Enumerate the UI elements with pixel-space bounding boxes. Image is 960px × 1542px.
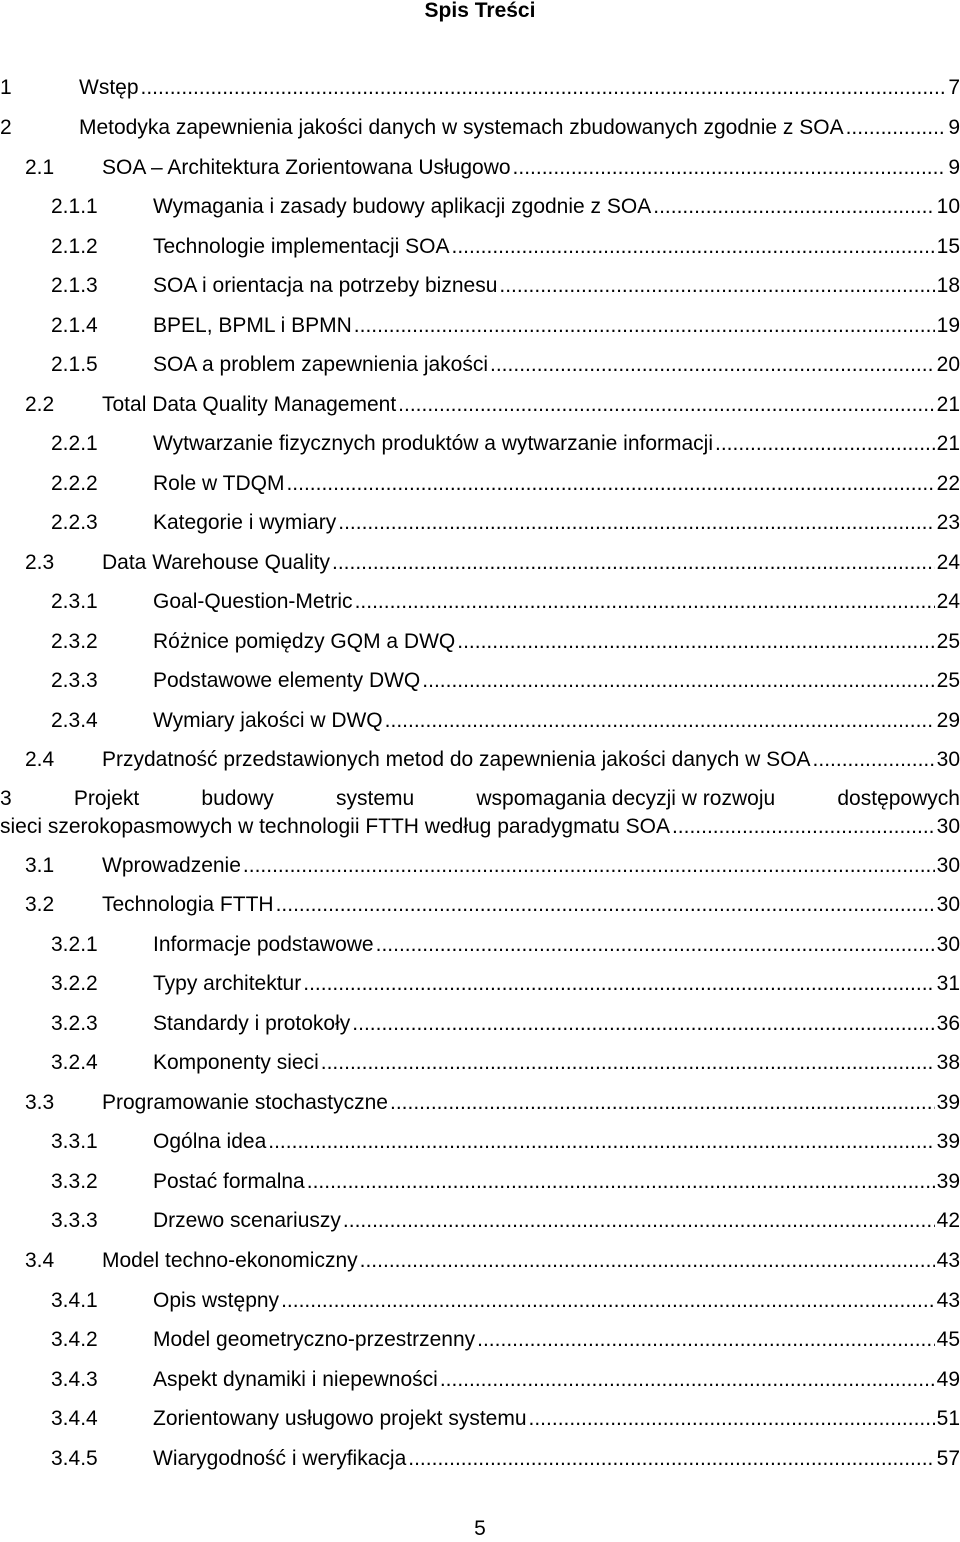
dot-leader — [338, 510, 934, 536]
page-title: Spis Treści — [424, 0, 536, 22]
toc-entry[interactable] — [51, 313, 960, 339]
toc-entry[interactable] — [51, 708, 960, 734]
toc-entry-number: 2.2 — [25, 393, 55, 416]
toc-entry-number: 3.4.4 — [51, 1407, 98, 1430]
toc-entry-page: 39 — [936, 1170, 960, 1193]
toc-entry-page: 45 — [936, 1328, 960, 1351]
toc-entry-number: 3.1 — [25, 854, 55, 877]
toc-entry-label: Metodyka zapewnienia jakości danych w systemach zbudowanych zgodnie z SOA — [79, 116, 844, 139]
toc-entry-label: Model geometryczno-przestrzenny — [153, 1328, 476, 1351]
dot-leader — [513, 155, 947, 181]
toc-entry-page: 23 — [936, 511, 960, 534]
toc-entry-label: Opis wstępny — [153, 1289, 280, 1312]
toc-entry-page: 25 — [936, 669, 960, 692]
dot-leader — [408, 1446, 934, 1472]
dot-leader — [457, 629, 934, 655]
toc-entry[interactable] — [25, 1090, 960, 1116]
toc-entry[interactable] — [51, 1446, 960, 1472]
toc-entry[interactable] — [51, 234, 960, 260]
toc-entry-label: Postać formalna — [153, 1170, 305, 1193]
toc-entry-word: dostępowych — [837, 787, 960, 810]
toc-entry-page: 22 — [936, 472, 960, 495]
toc-entry-page: 43 — [936, 1289, 960, 1312]
dot-leader — [307, 1169, 935, 1195]
toc-entry-page: 38 — [936, 1051, 960, 1074]
toc-entry-label: Drzewo scenariuszy — [153, 1209, 341, 1232]
toc-entry-page: 15 — [936, 235, 960, 258]
toc-entry-label: Zorientowany usługowo projekt systemu — [153, 1407, 527, 1430]
toc-entry-number: 2.1.1 — [51, 195, 98, 218]
toc-entry[interactable] — [51, 1406, 960, 1432]
toc-entry[interactable] — [25, 1248, 960, 1274]
toc-entry-page: 19 — [936, 314, 960, 337]
dot-leader — [343, 1208, 935, 1234]
dot-leader — [360, 1248, 935, 1274]
toc-entry-number: 2.1.4 — [51, 314, 98, 337]
dot-leader — [286, 471, 934, 497]
toc-entry-word: wspomagania decyzji w rozwoju — [476, 787, 776, 810]
dot-leader — [352, 1011, 934, 1037]
toc-entry-label: Informacje podstawowe — [153, 933, 374, 956]
toc-entry-label: Total Data Quality Management — [102, 393, 397, 416]
dot-leader — [354, 313, 935, 339]
toc-entry-label: Programowanie stochastyczne — [102, 1091, 388, 1114]
toc-entry-label: Role w TDQM — [153, 472, 285, 495]
toc-entry[interactable] — [51, 1011, 960, 1037]
toc-entry-label: Standardy i protokoły — [153, 1012, 351, 1035]
toc-entry-label: Typy architektur — [153, 972, 302, 995]
toc-entry-page: 30 — [936, 815, 960, 838]
toc-entry-label: sieci szerokopasmowych w technologii FTTH według paradygmatu SOA — [0, 815, 670, 838]
toc-entry-label: Goal-Question-Metric — [153, 590, 353, 613]
toc-entry-number: 2.3.4 — [51, 709, 98, 732]
toc-entry-label: SOA – Architektura Zorientowana Usługowo — [102, 156, 511, 179]
toc-entry-number: 2.2.3 — [51, 511, 98, 534]
toc-entry-page: 9 — [948, 116, 960, 139]
toc-entry-page: 29 — [936, 709, 960, 732]
dot-leader — [281, 1288, 935, 1314]
toc-entry[interactable] — [51, 1288, 960, 1314]
toc-entry-page: 49 — [936, 1368, 960, 1391]
toc-entry-number: 2 — [0, 116, 12, 139]
toc-entry-page: 9 — [948, 156, 960, 179]
dot-leader — [390, 1090, 935, 1116]
toc-entry-page: 43 — [936, 1249, 960, 1272]
toc-entry-label: Wstęp — [79, 76, 139, 99]
toc-entry-label: Różnice pomiędzy GQM a DWQ — [153, 630, 456, 653]
toc-entry-number: 2.3 — [25, 551, 55, 574]
toc-entry-number: 3.4.1 — [51, 1289, 98, 1312]
dot-leader — [499, 273, 934, 299]
toc-entry-label: Wprowadzenie — [102, 854, 241, 877]
toc-entry[interactable] — [51, 273, 960, 299]
toc-entry-number: 2.2.2 — [51, 472, 98, 495]
dot-leader — [385, 708, 935, 734]
dot-leader — [303, 971, 934, 997]
toc-entry-page: 57 — [936, 1447, 960, 1470]
toc-entry[interactable] — [51, 932, 960, 958]
toc-entry-label: SOA i orientacja na potrzeby biznesu — [153, 274, 498, 297]
toc-entry-label: Komponenty sieci — [153, 1051, 319, 1074]
toc-entry-3-line1[interactable] — [0, 786, 960, 812]
toc-entry-number: 3.3.1 — [51, 1130, 98, 1153]
toc-entry[interactable] — [25, 392, 960, 418]
toc-entry[interactable] — [51, 1129, 960, 1155]
toc-entry-page: 39 — [936, 1091, 960, 1114]
toc-entry-number: 2.3.3 — [51, 669, 98, 692]
toc-entry-page: 24 — [936, 551, 960, 574]
toc-entry-page: 39 — [936, 1130, 960, 1153]
toc-entry-label: Wytwarzanie fizycznych produktów a wytwarzanie informacji — [153, 432, 714, 455]
toc-entry-number: 1 — [0, 76, 12, 99]
toc-entry-word: Projekt — [73, 787, 140, 810]
toc-entry-label: Model techno-ekonomiczny — [102, 1249, 358, 1272]
toc-entry-number: 3.2 — [25, 893, 55, 916]
dot-leader — [321, 1050, 935, 1076]
toc-entry-label: Wymiary jakości w DWQ — [153, 709, 383, 732]
dot-leader — [529, 1406, 935, 1432]
toc-entry-page: 24 — [936, 590, 960, 613]
toc-entry[interactable] — [0, 75, 960, 101]
toc-entry-page: 42 — [936, 1209, 960, 1232]
dot-leader — [355, 589, 935, 615]
toc-entry[interactable] — [51, 1050, 960, 1076]
toc-entry[interactable] — [51, 194, 960, 220]
toc-entry[interactable] — [51, 1327, 960, 1353]
dot-leader — [376, 932, 935, 958]
toc-entry-label: Przydatność przedstawionych metod do zapewnienia jakości danych w SOA — [102, 748, 811, 771]
toc-entry-label: Wymagania i zasady budowy aplikacji zgodnie z SOA — [153, 195, 652, 218]
toc-entry-word: budowy — [201, 787, 274, 810]
toc-entry-label: Kategorie i wymiary — [153, 511, 337, 534]
toc-entry-3-line2[interactable] — [0, 814, 960, 840]
toc-entry[interactable] — [51, 971, 960, 997]
dot-leader — [490, 352, 935, 378]
dot-leader — [477, 1327, 935, 1353]
toc-entry-page: 18 — [936, 274, 960, 297]
toc-entry-word: systemu — [336, 787, 415, 810]
toc-entry-page: 36 — [936, 1012, 960, 1035]
toc-entry-page: 25 — [936, 630, 960, 653]
toc-entry-number: 2.1.5 — [51, 353, 98, 376]
toc-entry[interactable] — [51, 431, 960, 457]
toc-entry-page: 51 — [936, 1407, 960, 1430]
toc-entry-page: 30 — [936, 893, 960, 916]
dot-leader — [243, 853, 935, 879]
dot-leader — [451, 234, 934, 260]
dot-leader — [141, 75, 947, 101]
toc-entry[interactable] — [51, 352, 960, 378]
toc-entry-number: 3.4.5 — [51, 1447, 98, 1470]
toc-entry-number: 3.3.2 — [51, 1170, 98, 1193]
toc-entry-label: Technologia FTTH — [102, 893, 274, 916]
dot-leader — [653, 194, 934, 220]
toc-entry-number: 3.3.3 — [51, 1209, 98, 1232]
toc-entry-number: 2.1 — [25, 156, 55, 179]
toc-entry[interactable] — [51, 1169, 960, 1195]
toc-entry-label: Technologie implementacji SOA — [153, 235, 450, 258]
toc-entry[interactable] — [51, 471, 960, 497]
toc-entry[interactable] — [25, 155, 960, 181]
toc-entry-number: 2.3.2 — [51, 630, 98, 653]
toc-entry[interactable] — [0, 115, 960, 141]
toc-entry[interactable] — [25, 550, 960, 576]
toc-entry-number: 3.4.2 — [51, 1328, 98, 1351]
toc-entry-number: 2.2.1 — [51, 432, 98, 455]
dot-leader — [332, 550, 935, 576]
toc-entry[interactable] — [51, 629, 960, 655]
toc-entry-page: 30 — [936, 748, 960, 771]
toc-entry[interactable] — [51, 589, 960, 615]
toc-entry-page: 21 — [936, 393, 960, 416]
toc-entry[interactable] — [51, 1208, 960, 1234]
dot-leader — [268, 1129, 934, 1155]
dot-leader — [398, 392, 934, 418]
toc-entry-number: 2.4 — [25, 748, 55, 771]
dot-leader — [813, 747, 935, 773]
toc-entry[interactable] — [51, 668, 960, 694]
toc-entry-label: Ogólna idea — [153, 1130, 267, 1153]
toc-entry-number: 3.4 — [25, 1249, 55, 1272]
toc-entry-page: 31 — [936, 972, 960, 995]
toc-entry-label: SOA a problem zapewnienia jakości — [153, 353, 489, 376]
toc-entry-number: 3.2.3 — [51, 1012, 98, 1035]
toc-entry-number: 3.3 — [25, 1091, 55, 1114]
dot-leader — [276, 892, 935, 918]
toc-entry-page: 30 — [936, 933, 960, 956]
toc-entry-label: Aspekt dynamiki i niepewności — [153, 1368, 438, 1391]
toc-entry-number: 3.4.3 — [51, 1368, 98, 1391]
toc-entry-label: Wiarygodność i weryfikacja — [153, 1447, 407, 1470]
toc-entry-label: Data Warehouse Quality — [102, 551, 330, 574]
toc-entry-number: 2.1.2 — [51, 235, 98, 258]
toc-entry[interactable] — [25, 853, 960, 879]
dot-leader — [440, 1367, 935, 1393]
toc-entry-number: 3 — [0, 787, 12, 810]
toc-entry-number: 3.2.1 — [51, 933, 98, 956]
toc-entry[interactable] — [51, 1367, 960, 1393]
toc-entry[interactable] — [51, 510, 960, 536]
toc-entry-page: 10 — [936, 195, 960, 218]
toc-entry-page: 20 — [936, 353, 960, 376]
toc-entry-number: 3.2.2 — [51, 972, 98, 995]
dot-leader — [715, 431, 935, 457]
toc-entry-number: 2.1.3 — [51, 274, 98, 297]
dot-leader — [846, 115, 947, 141]
toc-entry[interactable] — [25, 747, 960, 773]
toc-entry[interactable] — [25, 892, 960, 918]
toc-entry-label: BPEL, BPML i BPMN — [153, 314, 352, 337]
dot-leader — [422, 668, 934, 694]
dot-leader — [672, 814, 935, 840]
page-number: 5 — [474, 1517, 486, 1540]
toc-entry-number: 3.2.4 — [51, 1051, 98, 1074]
toc-entry-label: Podstawowe elementy DWQ — [153, 669, 421, 692]
toc-entry-page: 30 — [936, 854, 960, 877]
toc-entry-number: 2.3.1 — [51, 590, 98, 613]
toc-entry-page: 21 — [936, 432, 960, 455]
toc-entry-page: 7 — [948, 76, 960, 99]
